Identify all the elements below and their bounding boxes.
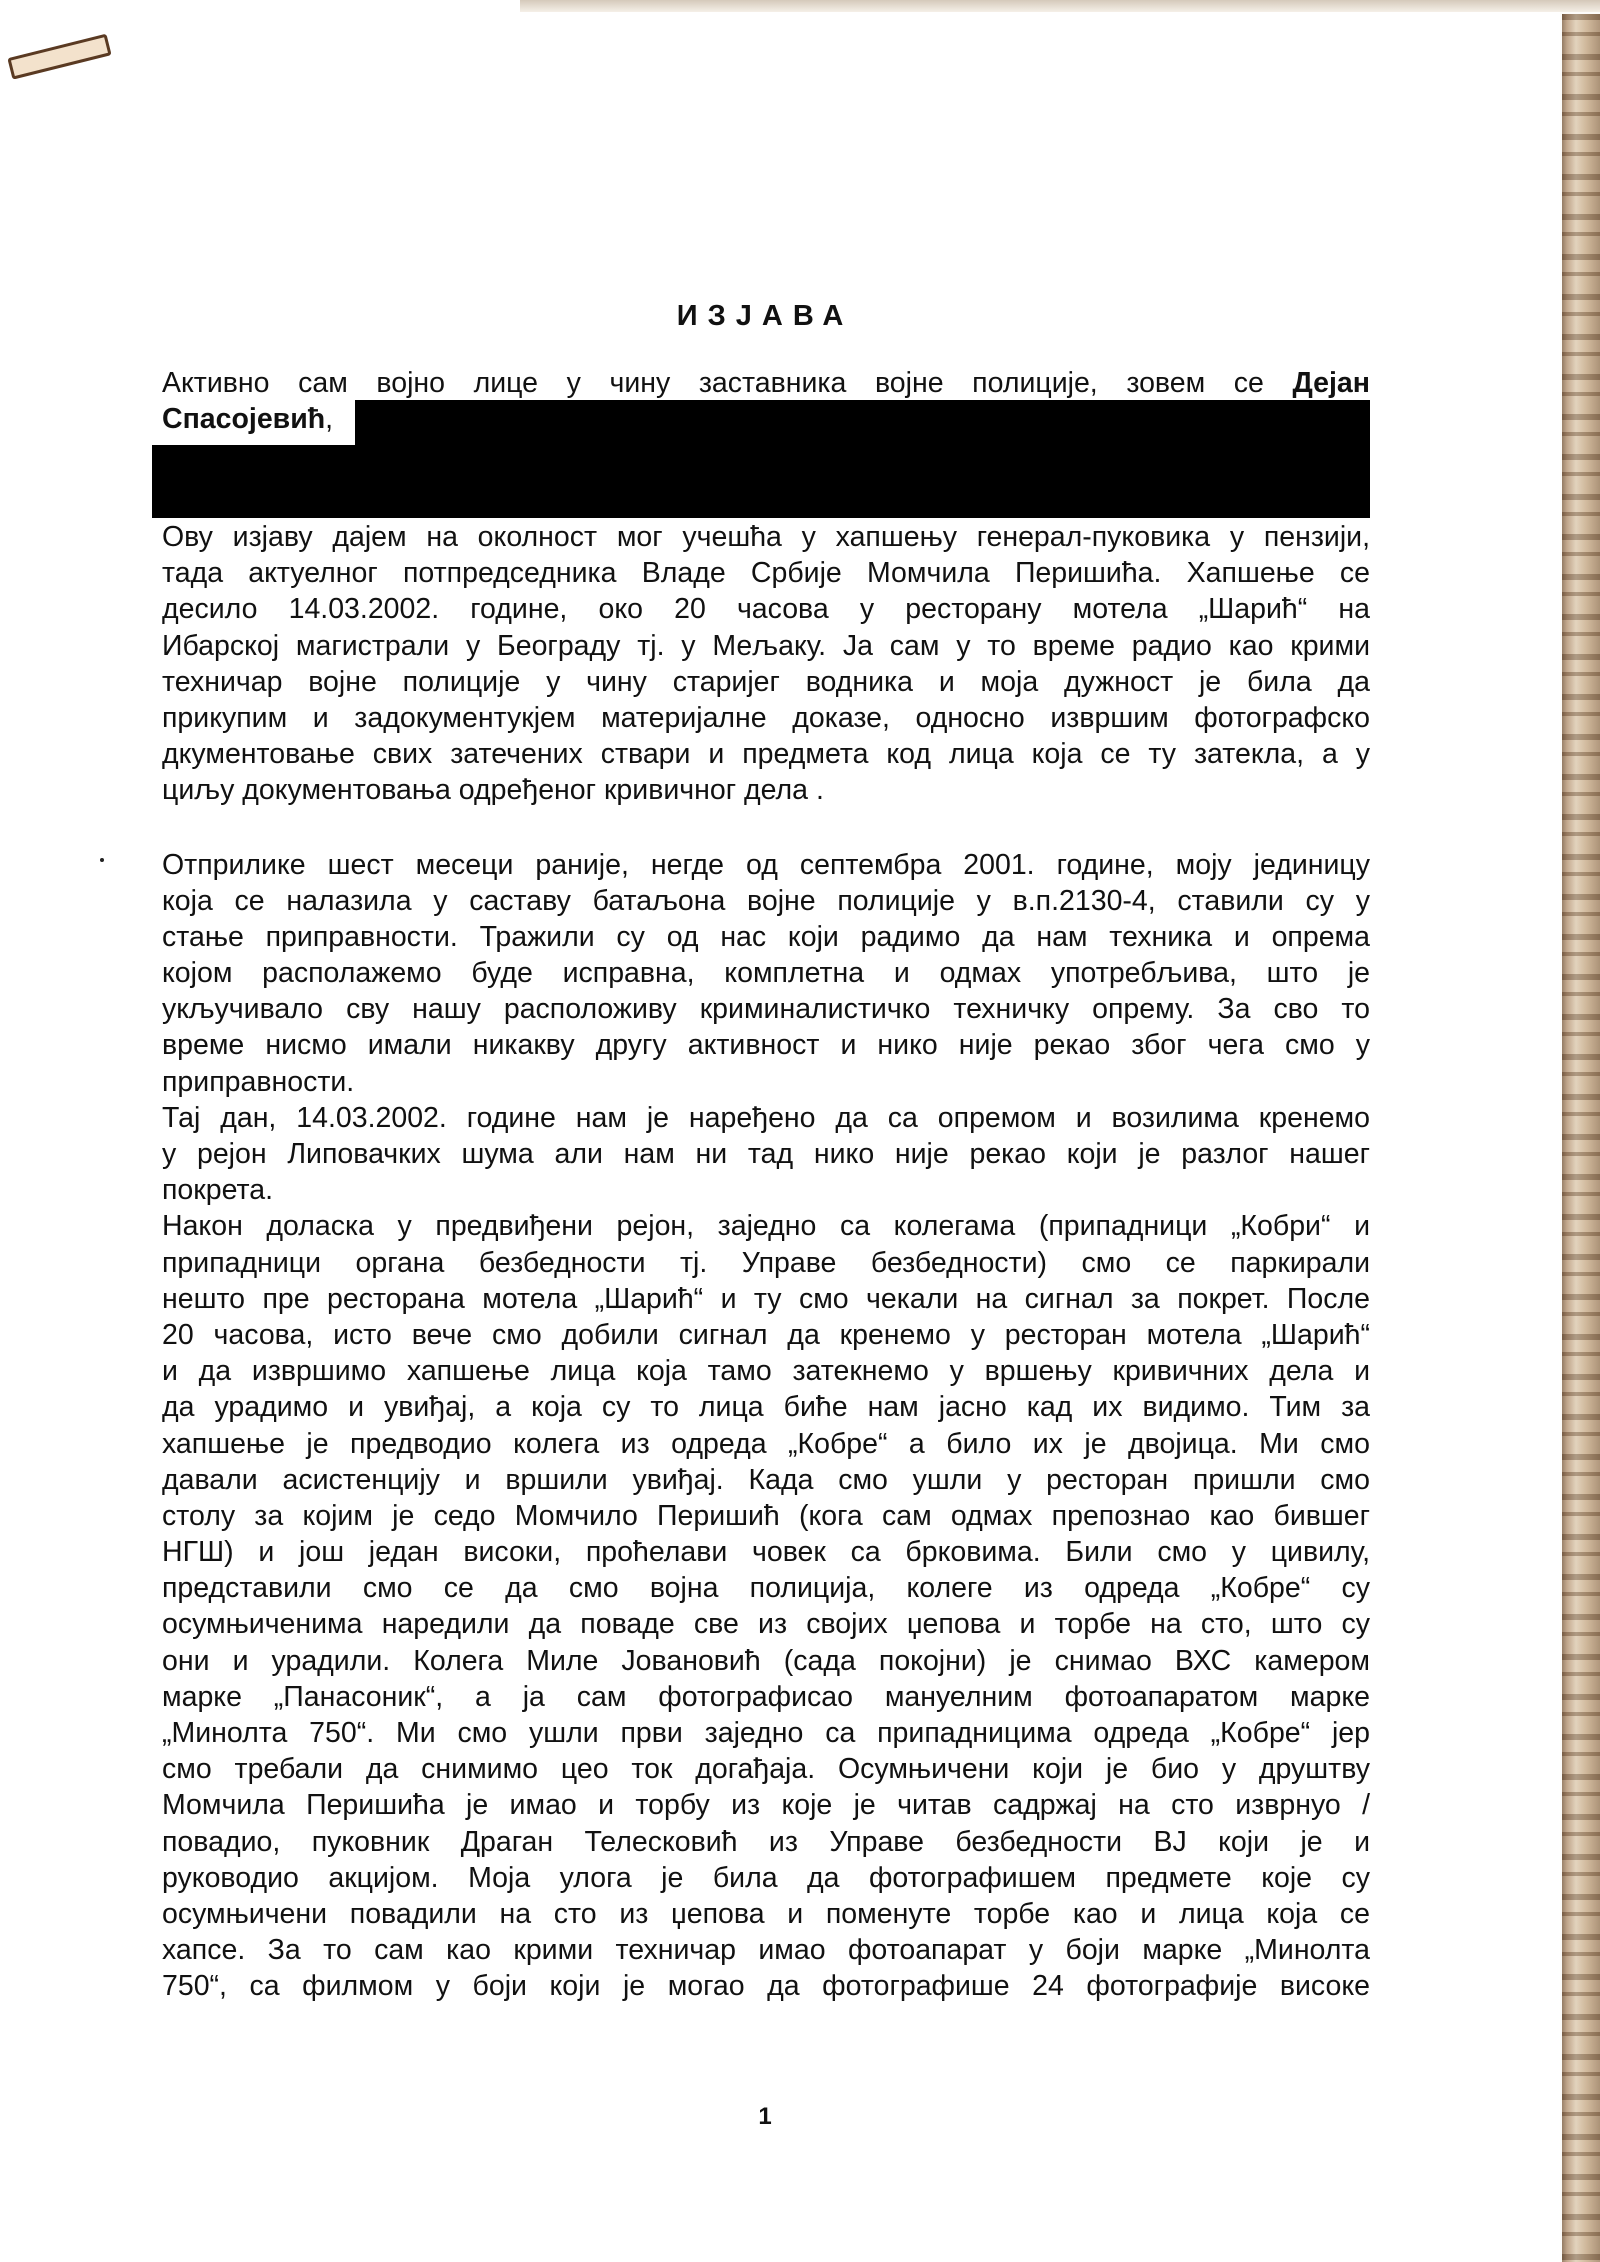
- paragraph-line: НГШ) и још један високи, проћелави човек са брковима. Били смо у цивилу,: [162, 1536, 1370, 1569]
- paragraph-line: смо требали да снимимо цео ток догађаја. Осумњичени који је био у друштву: [162, 1753, 1370, 1786]
- paragraph-line: повадио, пуковник Драган Телесковић из Управе безбедности ВЈ који је и: [162, 1825, 1370, 1858]
- paragraph-line: приправности.: [162, 1065, 355, 1098]
- scan-edge-right: [1562, 14, 1600, 2262]
- paragraph-line: „Минолта 750“. Ми смо ушли први заједно са припадницима одреда „Кобре“ јер: [162, 1717, 1370, 1749]
- paragraph-line: која се налазила у саставу батаљона војне полиције у в.п.2130-4, ставили су у: [162, 884, 1370, 917]
- paragraph-line: да урадимо и увиђај, а која су то лица биће нам јасно кад их видимо. Тим за: [162, 1391, 1370, 1424]
- staple-mark: [7, 34, 111, 80]
- paragraph-line: циљу документовања одређеног кривичног дела .: [162, 774, 824, 807]
- paragraph-line: 20 часова, исто вече смо добили сигнал да кренемо у ресторан мотела „Шарић“: [162, 1318, 1370, 1351]
- paragraph-line: Момчила Перишића је имао и торбу из које је читав садржај на сто изврнуо /: [162, 1789, 1370, 1822]
- paragraph-line: дкументовање свих затечених ствари и предмета код лица која се ту затекла, а у: [162, 738, 1370, 771]
- paragraph: [162, 847, 1370, 1100]
- paragraph-line: прикупим и задокументукјем материјалне доказе, односно извршим фотографско: [162, 701, 1370, 734]
- paragraph-line: Након доласка у предвиђени рејон, заједно са колегама (припадници „Кобри“ и: [162, 1210, 1370, 1243]
- paragraph-line: давали асистенцију и вршили увиђај. Када смо ушли у ресторан пришли смо: [162, 1463, 1370, 1496]
- paragraph-line: осумњичени повадили на сто из џепова и поменуте торбе као и лица која се: [162, 1897, 1370, 1930]
- paragraph-line: они и урадили. Колега Миле Јовановић (сада покојни) је снимао ВХС камером: [162, 1644, 1370, 1677]
- paragraph-line: укључивало сву нашу расположиву криминалистичко техничку опрему. За сво то: [162, 993, 1370, 1026]
- intro-line-2: Спасојевић,: [162, 403, 334, 436]
- paragraph-line: техничар војне полиције у чину старијег водника и моја дужност је била да: [162, 665, 1370, 698]
- scan-speck: [100, 858, 104, 862]
- paragraph-line: руководио акцијом. Моја улога је била да фотографишем предмете које су: [162, 1861, 1370, 1894]
- document-title: ИЗЈАВА: [676, 300, 854, 332]
- paragraph-line: столу за којим је седо Момчило Перишић (кога сам одмах препознао као бившег: [162, 1499, 1370, 1532]
- paragraph: [162, 1100, 1370, 1209]
- paragraph-line: марке „Панасоник“, а ја сам фотографисао мануелним фотоапаратом марке: [162, 1680, 1370, 1713]
- paragraph-line: нешто пре ресторана мотела „Шарић“ и ту смо чекали на сигнал за покрет. После: [162, 1282, 1370, 1315]
- paragraph-line: време нисмо имали никакву другу активност и нико није рекао због чега смо у: [162, 1029, 1370, 1062]
- scan-edge-top: [520, 0, 1600, 12]
- paragraph-line: Тај дан, 14.03.2002. године нам је наређено да са опремом и возилима кренемо: [162, 1101, 1370, 1134]
- paragraph-line: и да извршимо хапшење лица која тамо затекнемо у вршењу кривичних дела и: [162, 1355, 1370, 1388]
- page-number: 1: [758, 2103, 772, 2130]
- author-first-name: Дејан: [1292, 367, 1370, 399]
- paragraph-line: 750“, са филмом у боји који је могао да фотографише 24 фотографије високе: [162, 1970, 1370, 2003]
- redaction-block: [355, 400, 1370, 450]
- paragraph-line: представили смо се да смо војна полиција, колеге из одреда „Кобре“ су: [162, 1572, 1370, 1605]
- author-last-name: Спасојевић: [162, 403, 326, 436]
- paragraph-line: припадници органа безбедности тј. Управе безбедности) смо се паркирали: [162, 1246, 1370, 1279]
- redaction-block: [152, 445, 1370, 518]
- paragraph-line: Ибарској магистрали у Београду тј. у Мељаку. Ја сам у то време радио као крими: [162, 629, 1370, 662]
- paragraph-line: десило 14.03.2002. године, око 20 часова у ресторану мотела „Шарић“ на: [162, 593, 1370, 626]
- paragraph-line: Ову изјаву дајем на околност мог учешћа у хапшењу генерал-пуковика у пензији,: [162, 521, 1370, 553]
- paragraph: [162, 1208, 1370, 2004]
- paragraph-gap: [162, 809, 1370, 847]
- paragraph-line: хапшење је предводио колега из одреда „Кобре“ а било их је двојица. Ми смо: [162, 1427, 1370, 1460]
- paragraph-line: којом располажемо буде исправна, комплетна и одмах употребљива, што је: [162, 957, 1370, 990]
- paragraph-line: у рејон Липовачких шума али нам ни тад нико није рекао који је разлог нашег: [162, 1138, 1370, 1170]
- paragraph-line: хапсе. За то сам као крими техничар имао фотоапарат у боји марке „Минолта: [162, 1934, 1370, 1967]
- paragraph-line: осумњиченима наредили да поваде све из својих џепова и торбе на сто, што су: [162, 1608, 1370, 1641]
- paragraph-line: тада актуелног потпредседника Владе Србије Момчила Перишића. Хапшење се: [162, 557, 1370, 590]
- paragraph-line: стање приправности. Тражили су од нас који радимо да нам техника и опрема: [162, 920, 1370, 953]
- paragraph: [162, 519, 1370, 809]
- intro-line-1: Активно сам војно лице у чину заставника војне полиције, зовем се Дејан: [162, 367, 1370, 399]
- paragraph-line: покрета.: [162, 1174, 274, 1207]
- statement-body: [162, 519, 1370, 2005]
- paragraph-line: Отприлике шест месеци раније, негде од септембра 2001. године, моју јединицу: [162, 848, 1370, 881]
